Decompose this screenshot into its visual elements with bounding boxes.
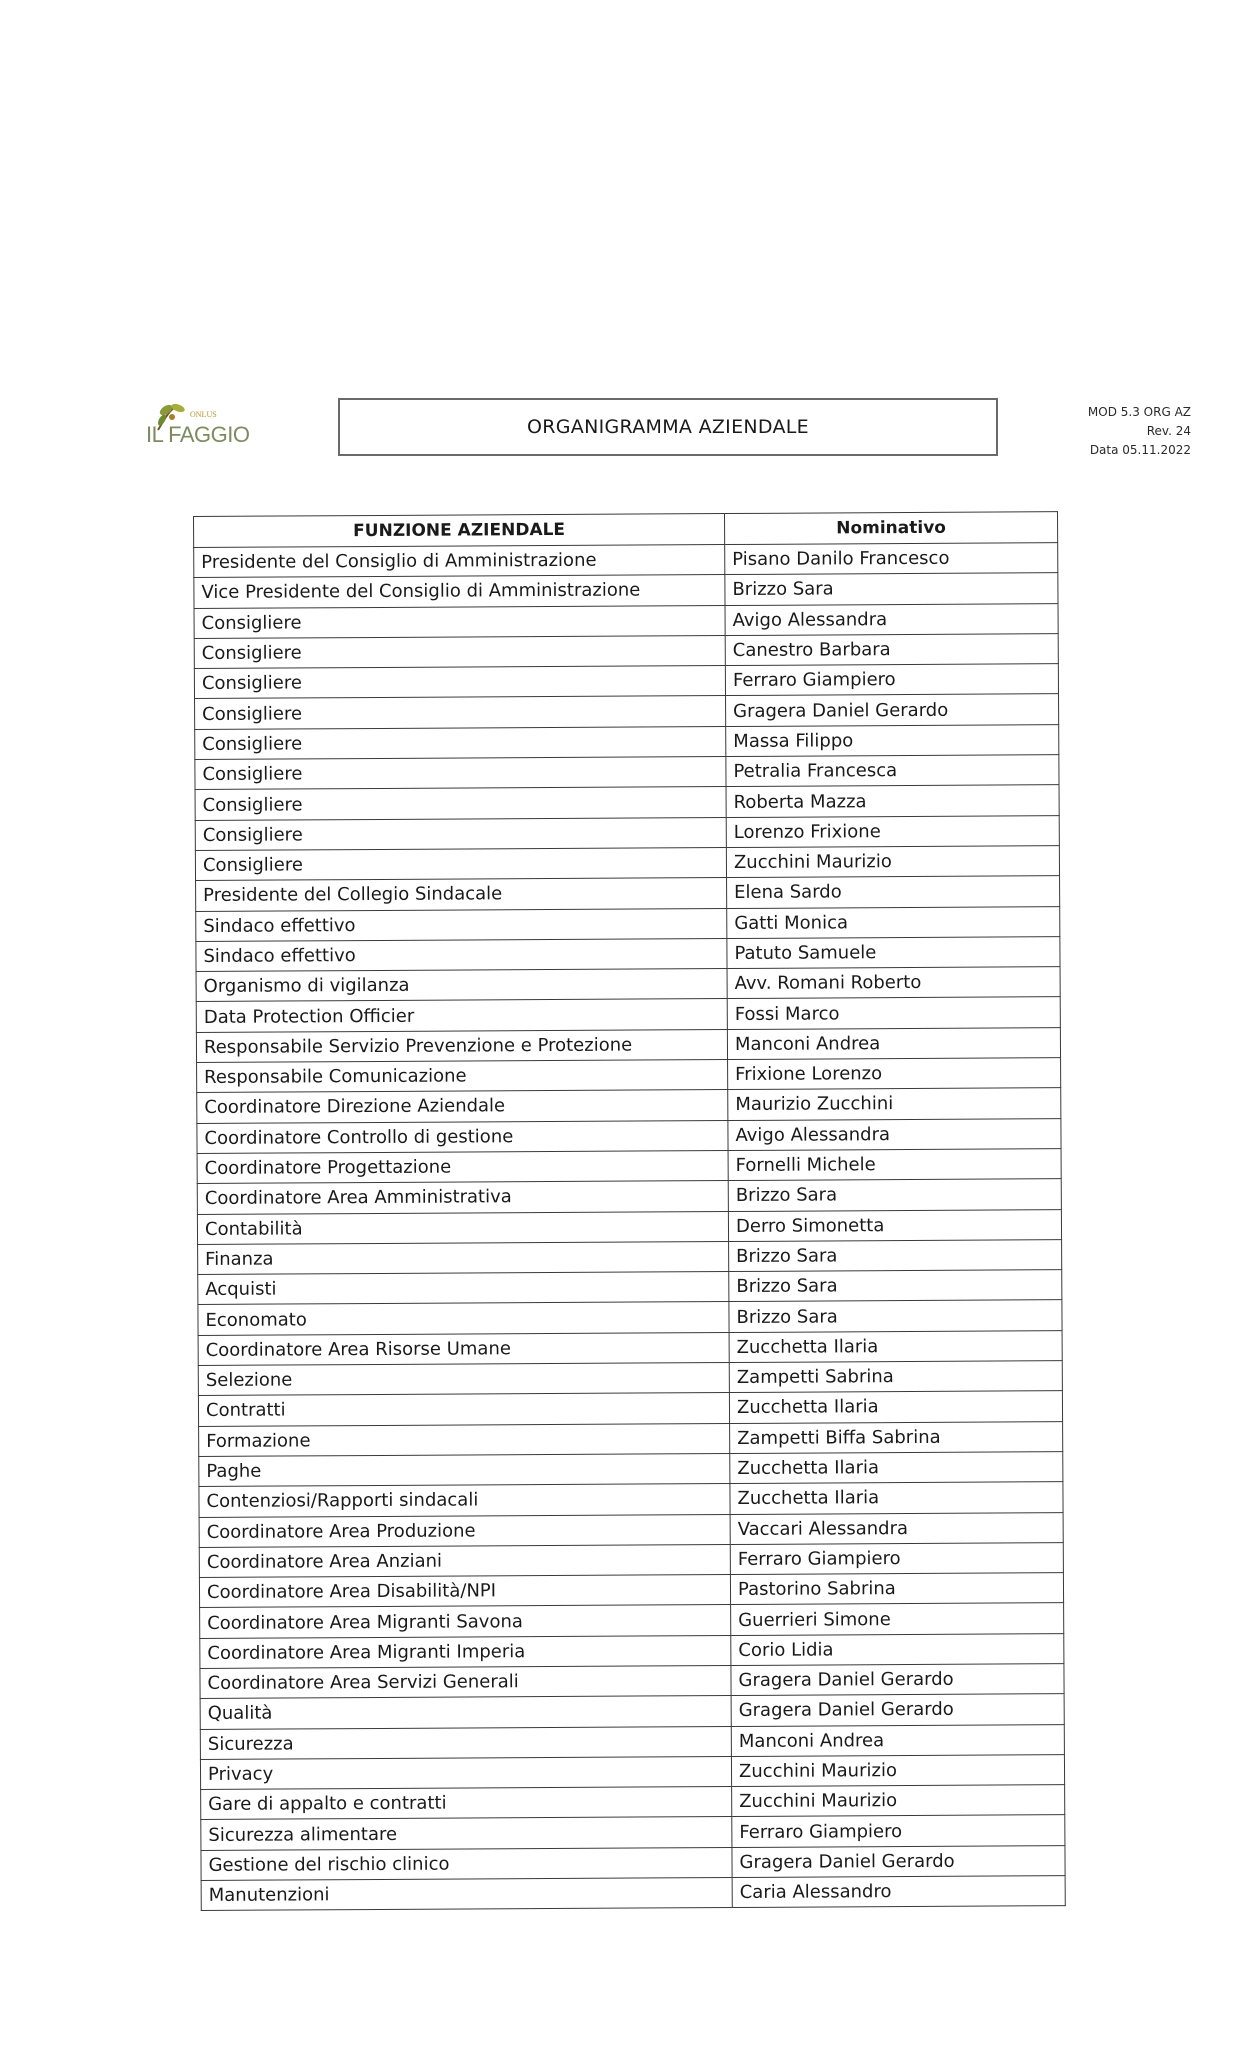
table-row — [197, 1118, 1061, 1153]
function-cell: Consigliere — [194, 605, 725, 638]
function-cell: Contabilità — [197, 1211, 728, 1244]
table-row — [199, 1512, 1063, 1547]
table-row — [194, 634, 1058, 669]
table-row — [201, 1845, 1065, 1880]
name-cell: Ferraro Giampiero — [732, 1815, 1065, 1847]
table-row — [195, 724, 1059, 759]
name-cell: Pastorino Sabrina — [730, 1573, 1063, 1605]
table-row — [194, 664, 1058, 699]
document-title: ORGANIGRAMMA AZIENDALE — [527, 416, 809, 438]
name-cell: Gragera Daniel Gerardo — [726, 694, 1059, 726]
name-cell: Pisano Danilo Francesco — [725, 543, 1058, 575]
function-cell: Coordinatore Area Servizi Generali — [200, 1665, 731, 1698]
function-cell: Consigliere — [195, 696, 726, 729]
name-cell: Elena Sardo — [727, 876, 1060, 908]
function-cell: Consigliere — [194, 635, 725, 668]
name-cell: Manconi Andrea — [727, 1027, 1060, 1059]
name-cell: Ferraro Giampiero — [730, 1542, 1063, 1574]
function-cell: Coordinatore Area Produzione — [199, 1514, 730, 1547]
function-cell: Finanza — [198, 1241, 729, 1274]
function-cell: Consigliere — [195, 757, 726, 790]
table-row — [195, 755, 1059, 790]
name-cell: Brizzo Sara — [729, 1239, 1062, 1271]
name-cell: Brizzo Sara — [728, 1179, 1061, 1211]
name-cell: Zucchetta Ilaria — [729, 1330, 1062, 1362]
name-cell: Lorenzo Frixione — [726, 815, 1059, 847]
name-cell: Brizzo Sara — [729, 1300, 1062, 1332]
name-cell: Roberta Mazza — [726, 785, 1059, 817]
table-row — [195, 785, 1059, 820]
function-cell: Contratti — [198, 1393, 729, 1426]
name-cell: Guerrieri Simone — [731, 1603, 1064, 1635]
table-row — [199, 1452, 1063, 1487]
table-row — [196, 937, 1060, 972]
document-date: Data 05.11.2022 — [1089, 443, 1191, 457]
document-code: MOD 5.3 ORG AZ — [1087, 405, 1191, 419]
function-cell: Qualità — [200, 1696, 731, 1729]
function-cell: Presidente del Collegio Sindacale — [196, 878, 727, 911]
name-cell: Fossi Marco — [727, 997, 1060, 1029]
function-cell: Formazione — [199, 1423, 730, 1456]
function-cell: Privacy — [200, 1756, 731, 1789]
logo-text: IL FAGGIO — [146, 422, 250, 447]
function-cell: Sicurezza alimentare — [201, 1817, 732, 1850]
table-row — [196, 876, 1060, 911]
table-row — [199, 1421, 1063, 1456]
name-cell: Gragera Daniel Gerardo — [731, 1664, 1064, 1696]
table-row — [198, 1391, 1062, 1426]
table-row — [196, 906, 1060, 941]
function-cell: Coordinatore Progettazione — [197, 1150, 728, 1183]
table-row — [201, 1876, 1065, 1911]
table-row — [200, 1664, 1064, 1699]
table-row — [198, 1361, 1062, 1396]
name-cell: Brizzo Sara — [725, 573, 1058, 605]
table-row — [194, 573, 1058, 608]
name-cell: Vaccari Alessandra — [730, 1512, 1063, 1544]
name-cell: Zampetti Biffa Sabrina — [730, 1421, 1063, 1453]
name-cell: Canestro Barbara — [725, 634, 1058, 666]
name-cell: Caria Alessandro — [732, 1876, 1065, 1908]
function-cell: Paghe — [199, 1453, 730, 1486]
function-cell: Selezione — [198, 1363, 729, 1396]
table-row — [196, 967, 1060, 1002]
name-cell: Zucchini Maurizio — [731, 1755, 1064, 1787]
table-row — [197, 1058, 1061, 1093]
function-cell: Consigliere — [194, 666, 725, 699]
name-cell: Zucchetta Ilaria — [730, 1452, 1063, 1484]
column-header-name: Nominativo — [724, 512, 1057, 545]
table-row — [198, 1330, 1062, 1365]
function-cell: Coordinatore Area Amministrativa — [197, 1181, 728, 1214]
function-cell: Economato — [198, 1302, 729, 1335]
function-cell: Consigliere — [195, 817, 726, 850]
function-cell: Coordinatore Area Migranti Imperia — [200, 1635, 731, 1668]
name-cell: Derro Simonetta — [728, 1209, 1061, 1241]
org-chart-table — [193, 511, 1066, 1911]
table-row — [199, 1573, 1063, 1608]
table-row — [201, 1785, 1065, 1820]
function-cell: Coordinatore Area Migranti Savona — [200, 1605, 731, 1638]
function-cell: Coordinatore Area Risorse Umane — [198, 1332, 729, 1365]
table-row — [197, 1088, 1061, 1123]
function-cell: Sindaco effettivo — [196, 938, 727, 971]
name-cell: Fornelli Michele — [728, 1149, 1061, 1181]
table-row — [201, 1815, 1065, 1850]
table-row — [200, 1633, 1064, 1668]
table-row — [200, 1724, 1064, 1759]
document-revision: Rev. 24 — [1146, 424, 1191, 438]
logo-tagline: ONLUS — [190, 410, 217, 419]
name-cell: Corio Lidia — [731, 1633, 1064, 1665]
function-cell: Gestione del rischio clinico — [201, 1847, 732, 1880]
table-body — [194, 543, 1066, 1911]
name-cell: Maurizio Zucchini — [728, 1088, 1061, 1120]
name-cell: Zucchetta Ilaria — [730, 1482, 1063, 1514]
table-row — [195, 846, 1059, 881]
name-cell: Patuto Samuele — [727, 937, 1060, 969]
table-row — [197, 1209, 1061, 1244]
table-row — [194, 543, 1058, 578]
name-cell: Gatti Monica — [727, 906, 1060, 938]
table-row — [198, 1300, 1062, 1335]
column-header-function: FUNZIONE AZIENDALE — [194, 514, 725, 548]
table-row — [200, 1694, 1064, 1729]
function-cell: Coordinatore Area Disabilità/NPI — [199, 1575, 730, 1608]
function-cell: Responsabile Servizio Prevenzione e Protezione — [196, 1029, 727, 1062]
table-row — [194, 603, 1058, 638]
name-cell: Manconi Andrea — [731, 1724, 1064, 1756]
name-cell: Zampetti Sabrina — [729, 1361, 1062, 1393]
name-cell: Avigo Alessandra — [728, 1118, 1061, 1150]
function-cell: Data Protection Officier — [196, 999, 727, 1032]
name-cell: Brizzo Sara — [729, 1270, 1062, 1302]
company-logo — [146, 400, 266, 455]
name-cell: Zucchetta Ilaria — [729, 1391, 1062, 1423]
function-cell: Responsabile Comunicazione — [197, 1060, 728, 1093]
name-cell: Zucchini Maurizio — [726, 846, 1059, 878]
table-row — [196, 997, 1060, 1032]
function-cell: Sicurezza — [200, 1726, 731, 1759]
table-row — [200, 1603, 1064, 1638]
function-cell: Contenziosi/Rapporti sindacali — [199, 1484, 730, 1517]
name-cell: Avv. Romani Roberto — [727, 967, 1060, 999]
document-title-box — [338, 398, 998, 456]
table-row — [200, 1755, 1064, 1790]
table-row — [198, 1270, 1062, 1305]
function-cell: Vice Presidente del Consiglio di Amministrazione — [194, 575, 725, 608]
function-cell: Coordinatore Area Anziani — [199, 1544, 730, 1577]
table-header-row — [194, 512, 1058, 548]
function-cell: Consigliere — [195, 726, 726, 759]
table-row — [195, 815, 1059, 850]
name-cell: Petralia Francesca — [726, 755, 1059, 787]
function-cell: Consigliere — [195, 847, 726, 880]
name-cell: Avigo Alessandra — [725, 603, 1058, 635]
name-cell: Ferraro Giampiero — [725, 664, 1058, 696]
name-cell: Massa Filippo — [726, 724, 1059, 756]
table-row — [199, 1542, 1063, 1577]
table-row — [197, 1149, 1061, 1184]
table-row — [196, 1027, 1060, 1062]
table-row — [195, 694, 1059, 729]
function-cell: Gare di appalto e contratti — [201, 1787, 732, 1820]
name-cell: Gragera Daniel Gerardo — [731, 1694, 1064, 1726]
table-row — [198, 1239, 1062, 1274]
table-row — [197, 1179, 1061, 1214]
function-cell: Presidente del Consiglio di Amministrazione — [194, 545, 725, 578]
function-cell: Manutenzioni — [201, 1878, 732, 1911]
name-cell: Frixione Lorenzo — [728, 1058, 1061, 1090]
function-cell: Coordinatore Controllo di gestione — [197, 1120, 728, 1153]
function-cell: Consigliere — [195, 787, 726, 820]
table-row — [199, 1482, 1063, 1517]
document-meta — [1088, 403, 1191, 460]
function-cell: Organismo di vigilanza — [196, 969, 727, 1002]
name-cell: Gragera Daniel Gerardo — [732, 1845, 1065, 1877]
function-cell: Sindaco effettivo — [196, 908, 727, 941]
name-cell: Zucchini Maurizio — [732, 1785, 1065, 1817]
function-cell: Acquisti — [198, 1272, 729, 1305]
function-cell: Coordinatore Direzione Aziendale — [197, 1090, 728, 1123]
